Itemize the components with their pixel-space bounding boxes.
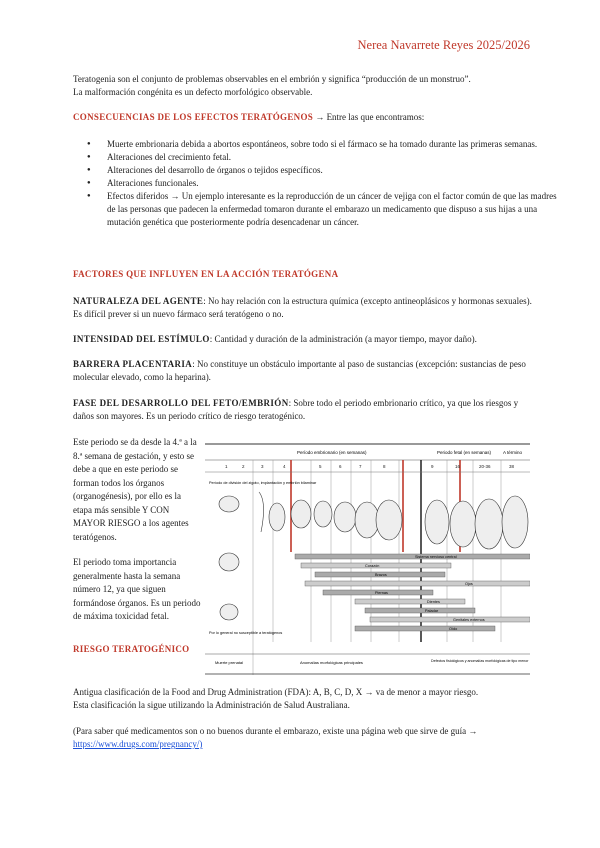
riesgo-title: RIESGO TERATOGÉNICO	[73, 644, 190, 654]
consecuencias-suffix: → Entre las que encontramos:	[313, 112, 425, 122]
bar-label: Sistema nervioso central	[415, 555, 457, 559]
side-paragraph-1: Este periodo se da desde la 4.ª a la 8.ª semana de gestación, y esto se debe a que en este periodo se forman todos los órganos (organogénesis), por ello es la etapa más sensible Y CON MAYOR RIESGO a los agentes teratógenos.	[73, 437, 197, 542]
week-label: 5	[319, 464, 322, 469]
guide-note	[73, 725, 533, 751]
drugs-link[interactable]: https://www.drugs.com/pregnancy/)	[73, 739, 203, 749]
week-label: 16	[455, 464, 461, 469]
bar-label: Brazos	[375, 573, 387, 577]
bottom-mid: Anomalías morfológicas principales	[300, 660, 363, 665]
list-item: ● Alteraciones del desarrollo de órganos o tejidos específicos.	[107, 164, 567, 177]
intro-paragraph	[73, 73, 533, 99]
consecuencias-title: CONSECUENCIAS DE LOS EFECTOS TERATÓGENOS	[73, 112, 314, 122]
barrera-paragraph	[73, 358, 533, 384]
week-label: 9	[431, 464, 434, 469]
week-label: 38	[509, 464, 515, 469]
intro-line-1: Teratogenia son el conjunto de problemas observables en el embrión y significa “producción de un monstruo”.	[73, 74, 471, 84]
week-label: 2	[242, 464, 245, 469]
bar-label: Paladar	[425, 609, 439, 613]
period-fetal-label: Periodo fetal (en semanas)	[437, 450, 492, 455]
list-item: ● Alteraciones del crecimiento fetal.	[107, 151, 567, 164]
consecuencias-list	[73, 138, 567, 229]
week-label: 4	[283, 464, 286, 469]
barrera-label: BARRERA PLACENTARIA	[73, 359, 193, 369]
intensidad-text: : Cantidad y duración de la administración (a mayor tiempo, mayor daño).	[209, 334, 477, 344]
consecuencias-heading	[73, 111, 533, 124]
bar-label: Genitales externos	[453, 618, 485, 622]
riesgo-line-1: Antigua clasificación de la Food and Drug Administration (FDA): A, B, C, D, X → va de menor a mayor riesgo.	[73, 687, 479, 697]
bottom-left2: Por lo general no susceptible a teratógenos	[209, 631, 283, 635]
intensidad-paragraph	[73, 333, 533, 346]
riesgo-heading	[73, 643, 201, 657]
bar-label: Corazón	[365, 564, 380, 568]
intro-line-2: La malformación congénita es un defecto morfológico observable.	[73, 87, 313, 97]
week-label: 8	[383, 464, 386, 469]
week-label: 20-36	[479, 464, 491, 469]
author-header: Nerea Navarrete Reyes 2025/2026	[357, 38, 530, 52]
riesgo-paragraph	[73, 686, 533, 712]
fase-label: FASE DEL DESARROLLO DEL FETO/EMBRIÓN	[73, 398, 289, 408]
bottom-left: Muerte prenatal	[215, 660, 244, 665]
list-item: ● Alteraciones funcionales.	[107, 177, 567, 190]
factores-heading	[73, 268, 533, 281]
factores-title: FACTORES QUE INFLUYEN EN LA ACCIÓN TERATÓGENA	[73, 269, 339, 279]
bar-label: Oído	[449, 627, 458, 631]
naturaleza-paragraph	[73, 295, 533, 321]
period-embryo-label: Período embrionario (en semanas)	[297, 450, 367, 455]
riesgo-line-2: Esta clasificación la sigue utilizando la Administración de Salud Australiana.	[73, 700, 350, 710]
fase-paragraph	[73, 397, 533, 423]
week-label: 7	[359, 464, 362, 469]
guide-note-text: (Para saber qué medicamentos son o no buenos durante el embarazo, existe una página web que sirve de guía →	[73, 726, 478, 736]
left-caption: Período de división del zigoto, implantación y embrión bilaminar	[209, 481, 317, 485]
list-item: ● Efectos diferidos → Un ejemplo interesante es la reproducción de un cáncer de vejiga con el factor común de que las madres de las personas que padecen la enfermedad tomaron durante el embarazo un medicamento que dispuso a sus hijas a una mutación genética que posteriormente podría desencadenar un cáncer.	[107, 190, 567, 229]
fase-text: : Sobre todo el periodo embrionario crítico, ya que los riesgos y daños son mayores. Es un periodo crítico de riesgo teratogénico.	[73, 398, 519, 421]
bar-label: Piernas	[375, 591, 388, 595]
intensidad-label: INTENSIDAD DEL ESTÍMULO	[73, 334, 210, 344]
list-item: ● Muerte embrionaria debida a abortos espontáneos, sobre todo si el fármaco se ha tomado durante las primeras semanas.	[107, 138, 567, 151]
development-chart	[205, 442, 530, 675]
bar-label: Ojos	[465, 582, 473, 586]
side-paragraph-2: El periodo toma importancia generalmente hasta la semana número 12, ya que siguen formándose órganos. Es un periodo de máxima toxicidad fetal.	[73, 557, 201, 621]
bar-label: Dientes	[427, 600, 440, 604]
barrera-text: : No constituye un obstáculo importante al paso de sustancias (excepción: sustancias de peso molecular elevado, como la heparina).	[73, 359, 526, 382]
term-label: A término	[503, 450, 523, 455]
week-label: 6	[339, 464, 342, 469]
week-label: 3	[261, 464, 264, 469]
week-label: 1	[225, 464, 228, 469]
bottom-right: Defectos fisiológicos y anomalías morfológicas de tipo menor	[431, 659, 529, 663]
naturaleza-label: NATURALEZA DEL AGENTE	[73, 296, 204, 306]
naturaleza-text: : No hay relación con la estructura química (excepto antineoplásicos y hormonas sexuales). Es difícil prever si un nuevo fármaco será teratógeno o no.	[73, 296, 532, 319]
